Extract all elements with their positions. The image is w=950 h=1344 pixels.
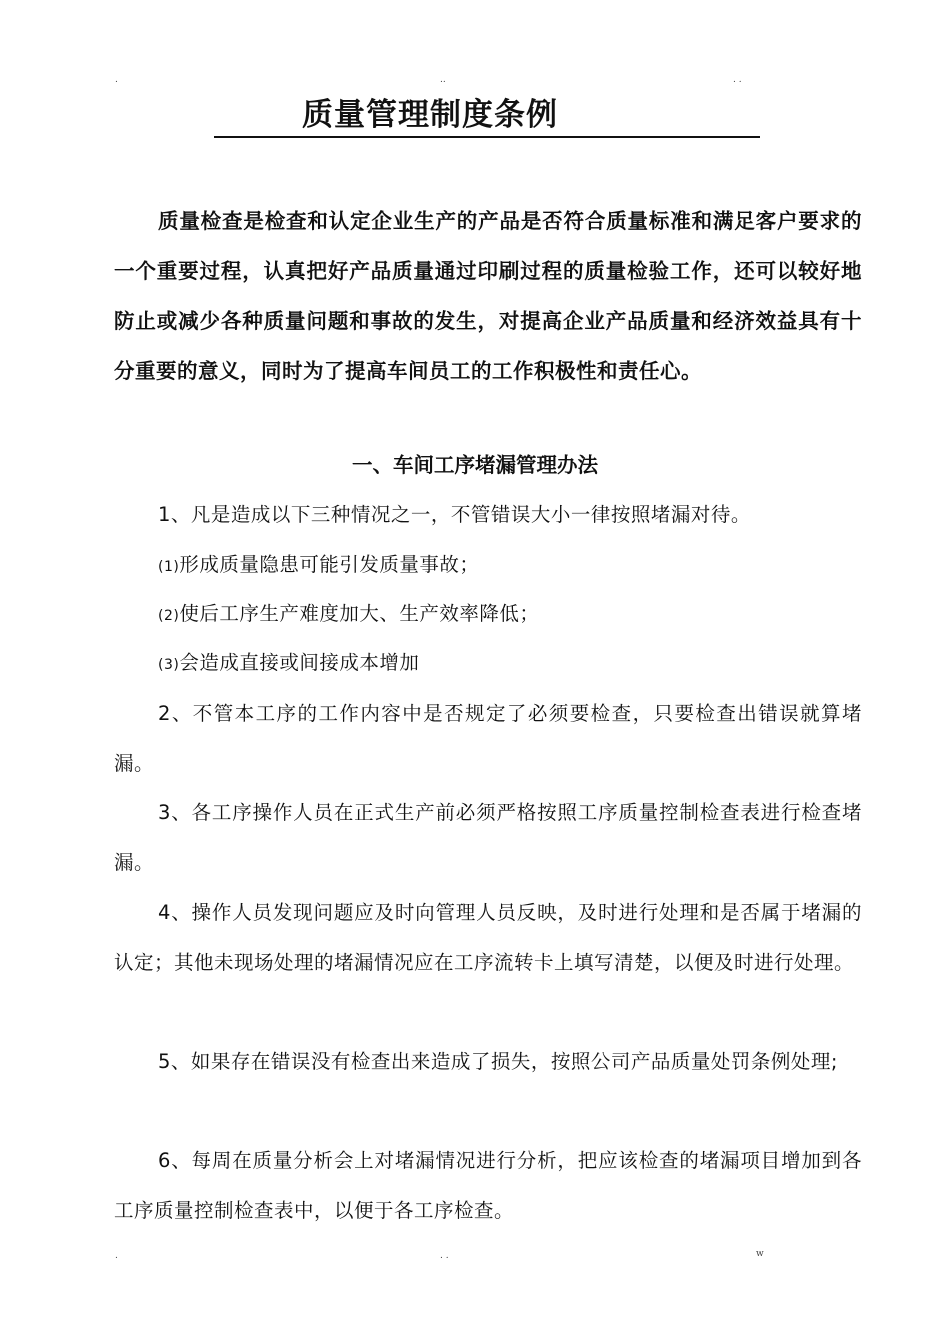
intro-paragraph: 质量检查是检查和认定企业生产的产品是否符合质量标准和满足客户要求的一个重要过程，认真把好产品质量通过印刷过程的质量检验工作，还可以较好地防止或减少各种质量问题和事故的发生，对提高企业产品质量和经济效益具有十分重要的意义，同时为了提高车间员工的工作积极性和责任心。 xyxy=(114,209,862,383)
header-mark-left: . xyxy=(115,75,118,85)
footer-mark-right: w xyxy=(756,1249,764,1259)
sub-item-3-number: (3) xyxy=(158,657,180,673)
item-1: 1、凡是造成以下三种情况之一，不管错误大小一律按照堵漏对待。 xyxy=(158,503,751,526)
header-mark-center: .. xyxy=(440,75,446,85)
page-title: 质量管理制度条例 xyxy=(302,97,558,133)
sub-item-3-text: 会造成直接或间接成本增加 xyxy=(179,651,420,674)
item-4: 4、操作人员发现问题应及时向管理人员反映，及时进行处理和是否属于堵漏的认定；其他未现场处理的堵漏情况应在工序流转卡上填写清楚，以便及时进行处理。 xyxy=(114,901,862,974)
item-2: 2、不管本工序的工作内容中是否规定了必须要检查，只要检查出错误就算堵漏。 xyxy=(114,702,862,775)
item-6: 6、每周在质量分析会上对堵漏情况进行分析，把应该检查的堵漏项目增加到各工序质量控制检查表中，以便于各工序检查。 xyxy=(114,1149,862,1222)
sub-item-1-text: 形成质量隐患可能引发质量事故； xyxy=(179,553,480,576)
title-underline xyxy=(214,136,760,138)
sub-item-2-number: (2) xyxy=(158,608,180,624)
item-3: 3、各工序操作人员在正式生产前必须严格按照工序质量控制检查表进行检查堵漏。 xyxy=(114,801,862,874)
title-block xyxy=(214,92,760,138)
item-5: 5、如果存在错误没有检查出来造成了损失，按照公司产品质量处罚条例处理; xyxy=(158,1050,838,1073)
sub-item-1 xyxy=(158,540,479,592)
section-heading: 一、车间工序堵漏管理办法 xyxy=(352,453,598,477)
footer-mark-left: . xyxy=(115,1251,118,1261)
sub-item-1-number: (1) xyxy=(158,559,180,575)
sub-item-3 xyxy=(158,638,419,690)
sub-item-2 xyxy=(158,589,539,641)
header-mark-right: . . xyxy=(733,75,742,85)
sub-item-2-text: 使后工序生产难度加大、生产效率降低； xyxy=(179,602,540,625)
footer-mark-center: . . xyxy=(440,1251,449,1261)
